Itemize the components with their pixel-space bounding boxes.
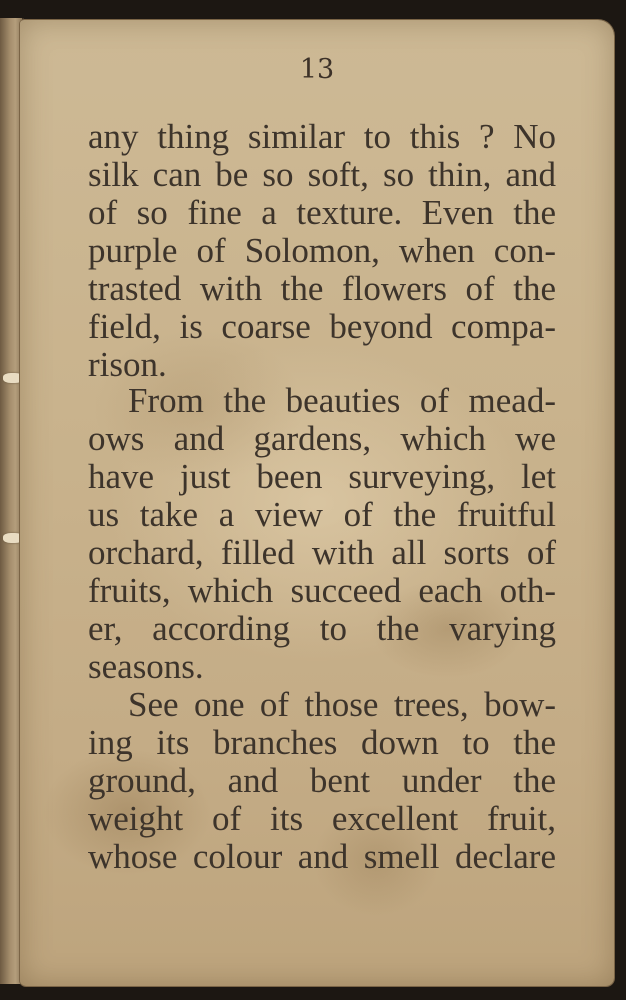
text-line: of so fine a texture. Even the <box>88 193 556 232</box>
text-line: purple of Solomon, when con- <box>88 231 556 270</box>
text-line: ing its branches down to the <box>88 723 556 762</box>
text-line: us take a view of the fruitful <box>88 495 556 534</box>
text-line: ows and gardens, which we <box>88 419 556 458</box>
page-number: 13 <box>299 54 335 85</box>
text-line: silk can be so soft, so thin, and <box>88 155 556 194</box>
text-line: rison. <box>88 345 167 384</box>
text-line: trasted with the flowers of the <box>88 269 556 308</box>
text-line: have just been surveying, let <box>88 457 556 496</box>
text-line: See one of those trees, bow- <box>128 685 556 724</box>
book-page <box>20 20 614 986</box>
text-line: fruits, which succeed each oth- <box>88 571 556 610</box>
text-line: weight of its excellent fruit, <box>88 799 556 838</box>
text-line: whose colour and smell declare <box>88 837 556 876</box>
text-line: From the beauties of mead- <box>128 381 556 420</box>
text-line: orchard, filled with all sorts of <box>88 533 556 572</box>
text-line: any thing similar to this ? No <box>88 117 556 156</box>
text-line: field, is coarse beyond compa- <box>88 307 556 346</box>
text-line: ground, and bent under the <box>88 761 556 800</box>
text-line: seasons. <box>88 647 204 686</box>
text-line: er, according to the varying <box>88 609 556 648</box>
